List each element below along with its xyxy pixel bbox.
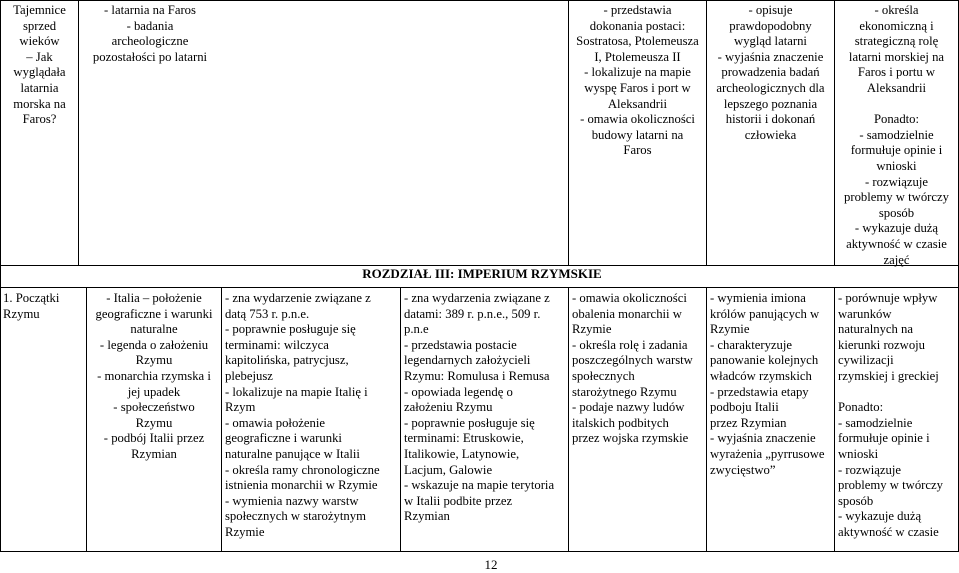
row2-topic-cell: 1. Początki Rzymu [3,291,60,321]
row2-content-cell: - Italia – położenie geograficzne i warunki naturalne - legenda o założeniu Rzymu - monarchia rzymska i jej upadek - społeczeństwo Rzymu - podbój Italii przez Rzymian [95,291,213,461]
row2-sufficient-level-cell: - zna wydarzenie związane z datą 753 r. p.n.e. - poprawnie posługuje się terminami: wilczyca kapitolińska, patrycjusz, plebejusz - lokalizuje na mapie Italię i Rzym - omawia położenie geograficzne i warunki naturalne panujące w Italii - określa ramy chronologiczne istnienia monarchii w Rzymie - wymienia nazwy warstw społecznych w starożytnym Rzymie [225,291,380,539]
row1-border [834,0,835,265]
section-bottom-border [0,287,959,288]
row2-very-good-level-cell: - wymienia imiona królów panujących w Rzymie - charakteryzuje panowanie kolejnych władców rzymskich - przedstawia etapy podboju Italii przez Rzymian - wyjaśnia znaczenie wyrażenia „pyrrusowe zwycięstwo” [710,291,825,477]
row1-good-level-cell: - przedstawia dokonania postaci: Sostratosa, Ptolemeusza I, Ptolemeusza II - lokalizuje na mapie wyspę Faros i port w Aleksandrii - omawia okoliczności budowy latarni na Faros [576,3,699,158]
row2-excellent-level-cell: - porównuje wpływ warunków naturalnych na kierunki rozwoju cywilizacji rzymskiej i greckiej Ponadto: - samodzielnie formułuje opinie i wnioski - rozwiązuje problemy w twórczy sposób - wykazuje dużą aktywność w czasie [838,291,943,539]
row1-border [0,0,1,265]
row2-border [834,287,835,551]
page-number: 12 [484,557,498,572]
row1-topic-cell: Tajemnice sprzed wieków – Jak wyglądała latarnia morska na Faros? [13,3,66,127]
section-border [0,265,1,287]
row2-border [0,287,1,551]
row2-border [400,287,401,551]
table-bottom-border [0,551,959,552]
row2-border [221,287,222,551]
table-top-border [0,0,959,1]
section-title: ROZDZIAŁ III: IMPERIUM RZYMSKIE [362,266,602,281]
row1-border [78,0,79,265]
row2-border [706,287,707,551]
row2-border [86,287,87,551]
row2-good-level-cell: - omawia okoliczności obalenia monarchii w Rzymie - określa rolę i zadania poszczególnych warstw społecznych starożytnego Rzymu - podaje nazwy ludów italskich podbitych przez wojska rzymskie [572,291,693,446]
row1-border [568,0,569,265]
row2-satisfactory-level-cell: - zna wydarzenia związane z datami: 389 r. p.n.e., 509 r. p.n.e - przedstawia postacie legendarnych założycieli Rzymu: Romulusa i Remusa - opowiada legendę o założeniu Rzymu - poprawnie posługuje się terminami: Etruskowie, Italikowie, Latynowie, Lacjum, Galowie - wskazuje na mapie terytoria w Italii podbite przez Rzymian [404,291,555,524]
row1-content-cell: - latarnia na Faros - badania archeologiczne pozostałości po latarni [92,3,208,64]
row1-excellent-level-cell: - określa ekonomiczną i strategiczną rolę latarni morskiej na Faros i portu w Aleksandrii Ponadto: - samodzielnie formułuje opinie i wnioski - rozwiązuje problemy w twórczy sposób - wykazuje dużą aktywność w czasie zajęć [844,3,949,267]
row2-border [568,287,569,551]
row1-border [706,0,707,265]
row1-very-good-level-cell: - opisuje prawdopodobny wygląd latarni - wyjaśnia znaczenie prowadzenia badań archeologicznych dla lepszego poznania historii i dokonań człowieka [716,3,825,142]
